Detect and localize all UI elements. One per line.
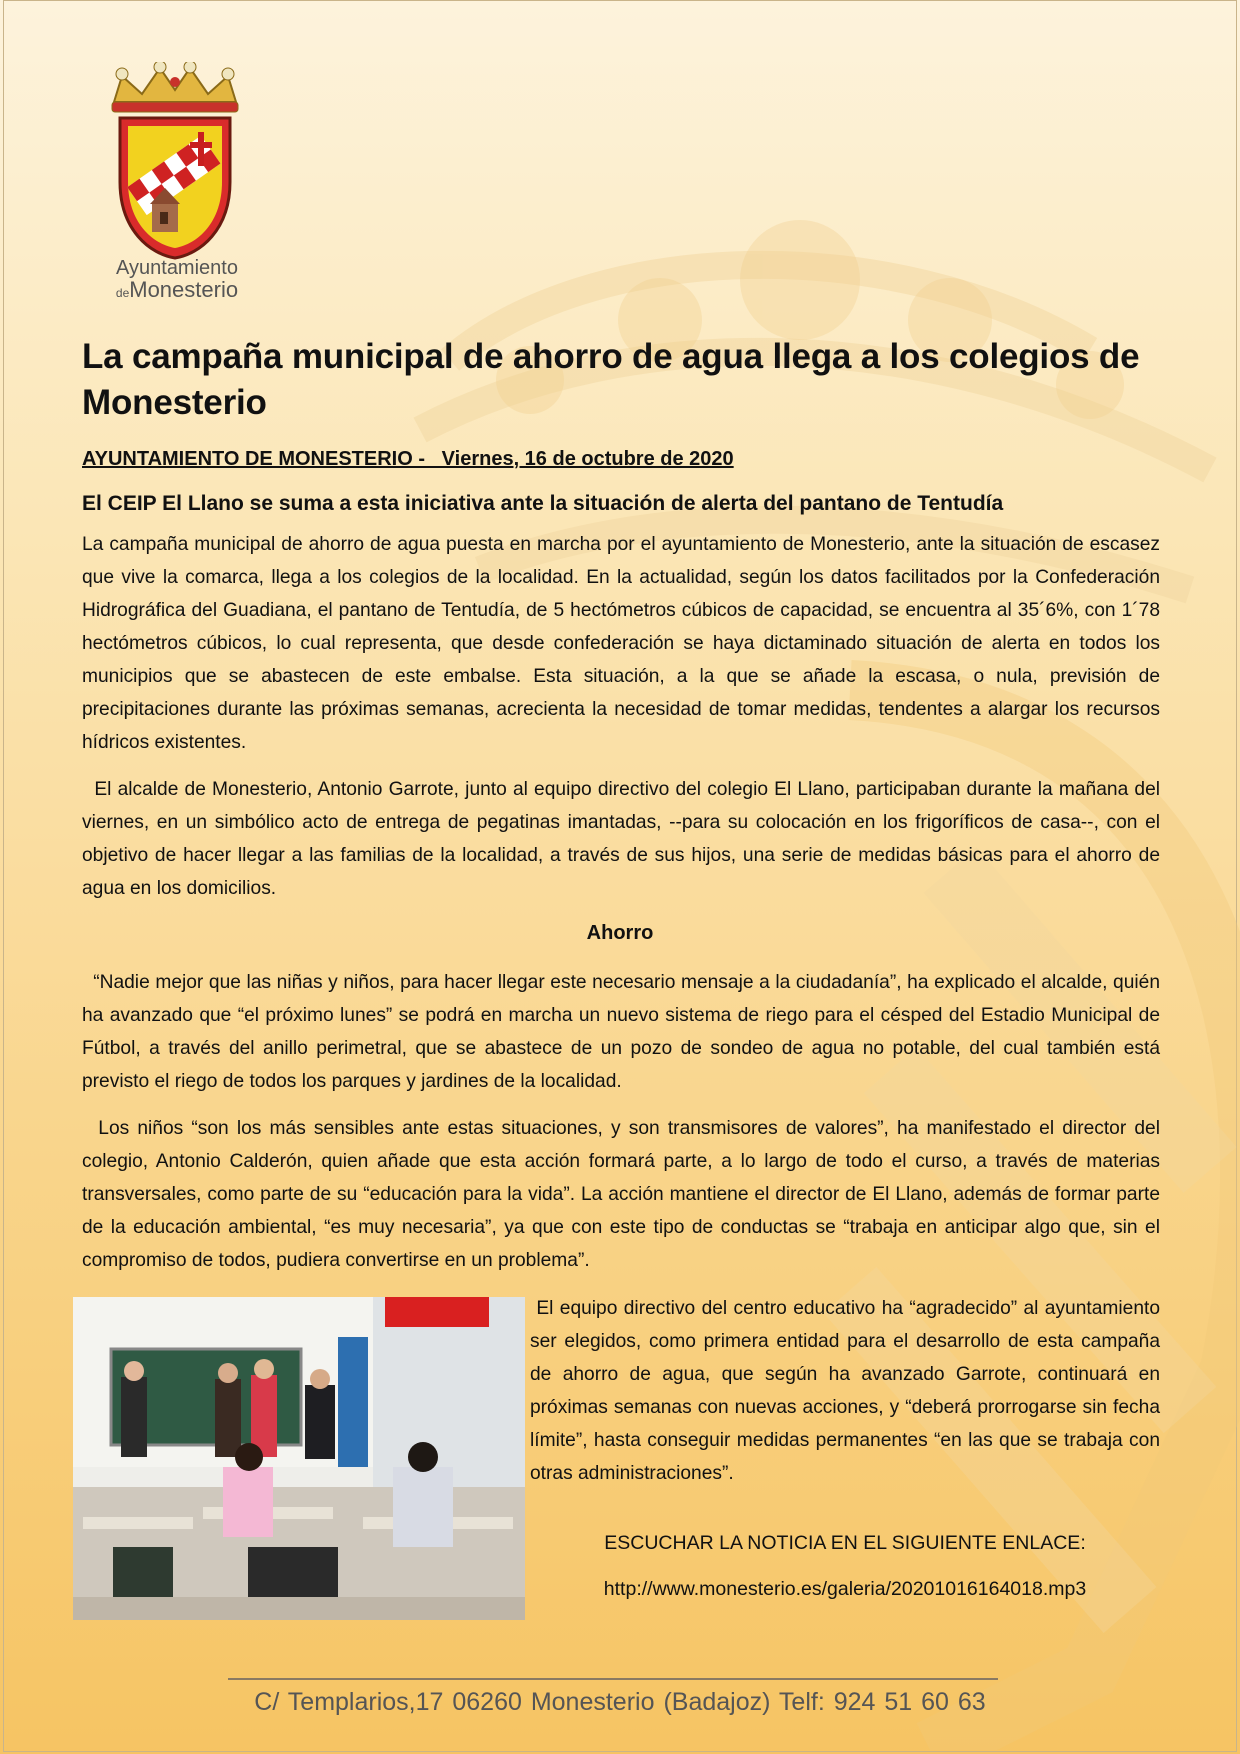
paragraph-1: La campaña municipal de ahorro de agua puesta en marcha por el ayuntamiento de Monesterio, ante la situación de escasez que vive la comarca, llega a los colegios de la localidad. En la actualidad, según los datos facilitados por la Confederación Hidrográfica del Guadiana, el pantano de Tentudía, de 5 hectómetros cúbicos de capacidad, se encuentra al 35´6%, con 1´78 hectómetros cúbicos, lo cual representa, que desde confederación se haya dictaminado situación de alerta en todos los municipios que se abastecen de este embalse. Esta situación, a la que se añade la escasa, o nula, previsión de precipitaciones durante las próximas semanas, acrecienta la necesidad de tomar medidas, tendentes a alargar los recursos hídricos existentes.: [82, 534, 1160, 753]
article-subhead: El CEIP El Llano se suma a esta iniciativa ante la situación de alerta del pantano de Tentudía: [82, 492, 1004, 515]
logo-line2-prefix: de: [115, 286, 130, 300]
footer-divider: [228, 1678, 998, 1680]
logo-line2: Monesterio: [129, 277, 239, 302]
paragraph-5: El equipo directivo del centro educativo ha “agradecido” al ayuntamiento ser elegidos, como primera entidad para el desarrollo de esta campaña de ahorro de agua, que según ha avanzado Garrote, continuará en próximas semanas con nuevas acciones, y “deberá prorrogarse sin fecha límite”, hasta conseguir medidas permanentes “en las que se trabaja con otras administraciones”.: [530, 1298, 1166, 1484]
classroom-photo: [73, 1297, 525, 1620]
paragraph-2: El alcalde de Monesterio, Antonio Garrote, junto al equipo directivo del colegio El Llano, participaban durante la mañana del viernes, en un simbólico acto de entrega de pegatinas imantadas, --para su colocación en los frigoríficos de casa--, con el objetivo de hacer llegar a las familias de la localidad, a través de sus hijos, una serie de medidas básicas para el ahorro de agua en los domicilios.: [82, 779, 1166, 899]
article-headline: La campaña municipal de ahorro de agua llega a los colegios de Monesterio: [82, 337, 1140, 422]
logo-line1: Ayuntamiento: [116, 257, 238, 279]
listen-link-label: ESCUCHAR LA NOTICIA EN EL SIGUIENTE ENLACE:: [604, 1532, 1086, 1554]
article-byline: AYUNTAMIENTO DE MONESTERIO - Viernes, 16 de octubre de 2020: [82, 448, 734, 470]
listen-link-url[interactable]: http://www.monesterio.es/galeria/20201016164018.mp3: [603, 1578, 1087, 1600]
section-title-ahorro: Ahorro: [586, 922, 654, 944]
paragraph-3: “Nadie mejor que las niñas y niños, para hacer llegar este necesario mensaje a la ciudadanía”, ha explicado el alcalde, quién ha avanzado que “el próximo lunes” se podrá en marcha un nuevo sistema de riego para el césped del Estadio Municipal de Fútbol, a través del anillo perimetral, que se abastece de un pozo de sondeo de agua no potable, del cual también está previsto el riego de todos los parques y jardines de la localidad.: [82, 972, 1166, 1092]
footer-address: C/ Templarios,17 06260 Monesterio (Badajoz) Telf: 924 51 60 63: [254, 1688, 986, 1716]
paragraph-4: Los niños “son los más sensibles ante estas situaciones, y son transmisores de valores”, ha manifestado el director del colegio, Antonio Calderón, quien añade que esta acción formará parte, a lo largo de todo el curso, a través de materias transversales, como parte de su “educación para la vida”. La acción mantiene el director de El Llano, además de formar parte de la educación ambiental, “es muy necesaria”, ya que con este tipo de conductas se “trabaja en anticipar algo que, sin el compromiso de todos, pudiera convertirse en un problema”.: [82, 1118, 1166, 1271]
logo-text: [102, 257, 252, 304]
